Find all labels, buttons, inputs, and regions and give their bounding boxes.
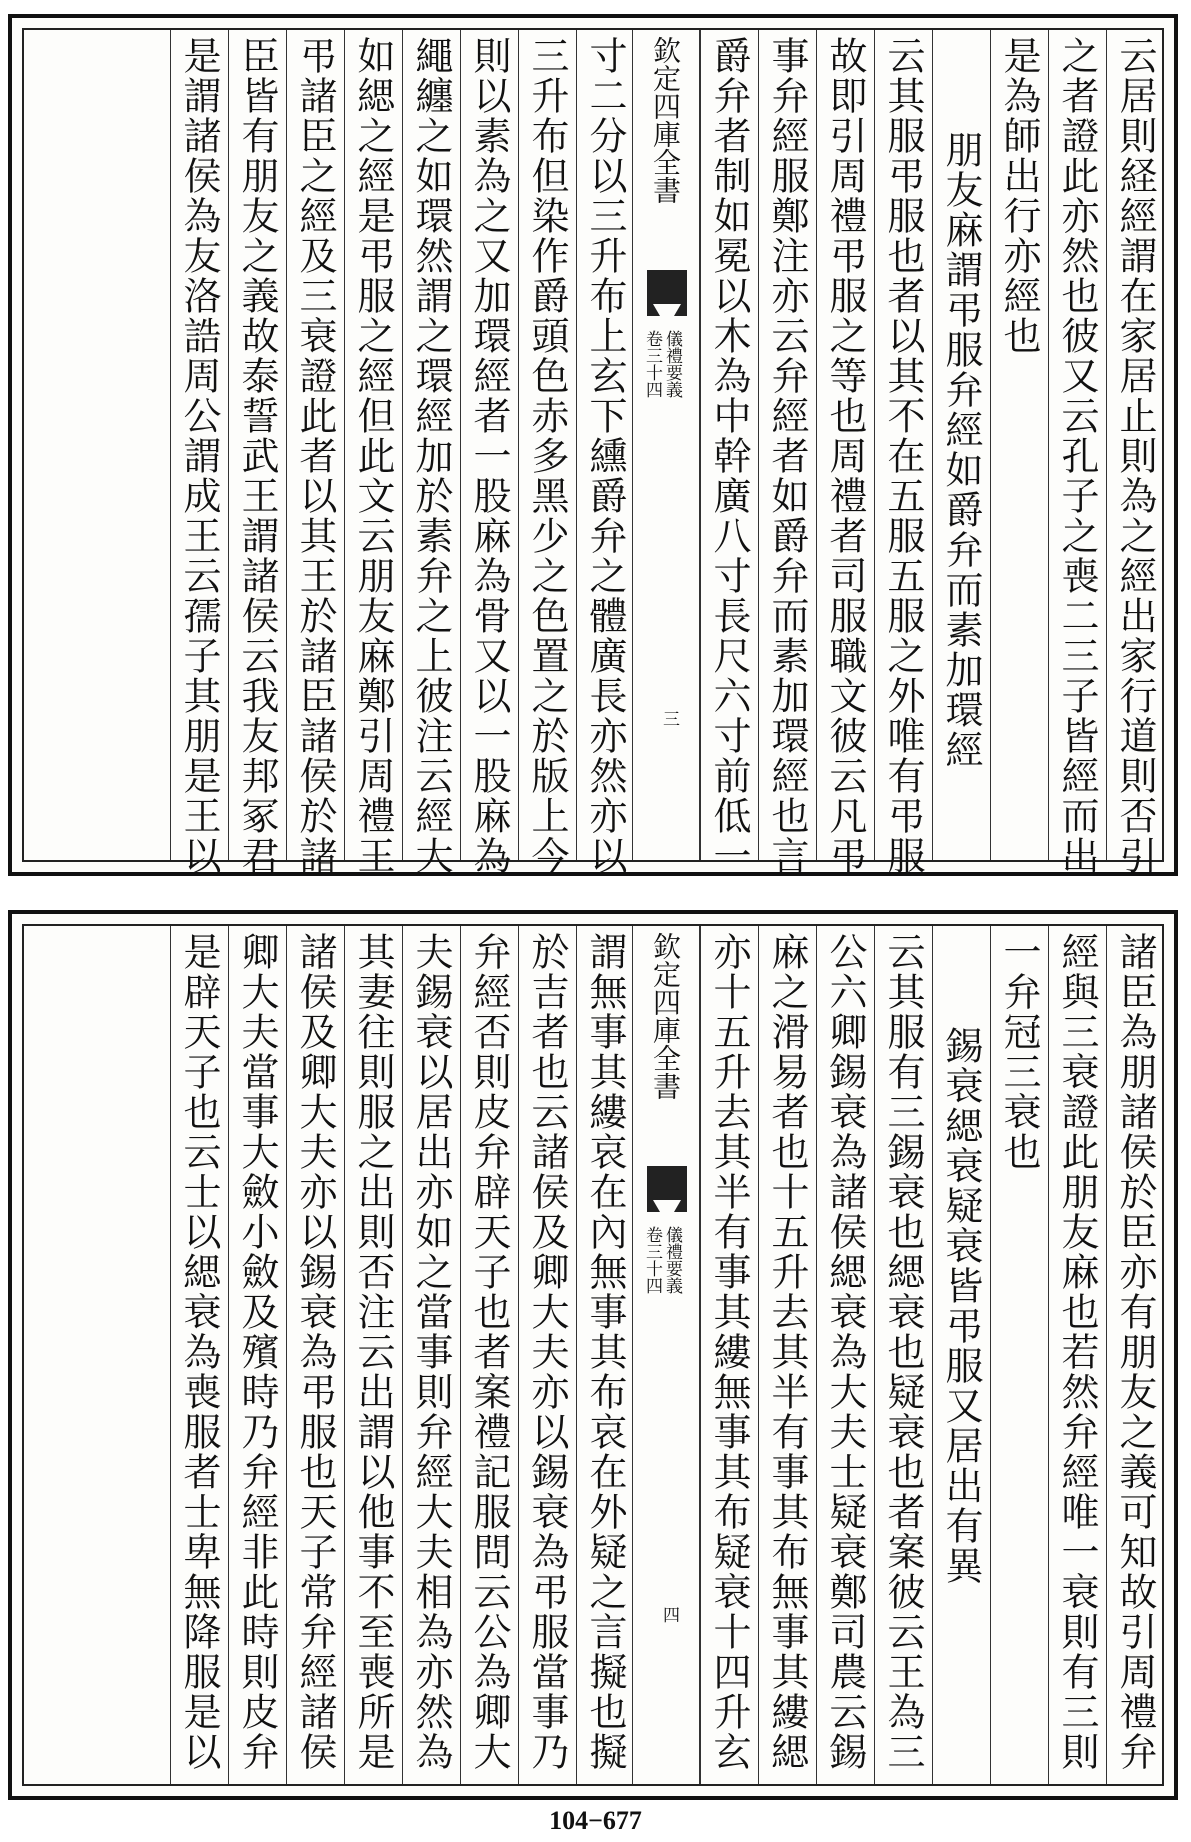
text-column xyxy=(286,30,342,876)
column-text: 弁經否則皮弁辟天子也者案禮記服問云公為卿大 xyxy=(467,932,511,1772)
column-text: 卿大夫當事大斂小斂及殯時乃弁經非此時則皮弁 xyxy=(235,932,279,1772)
text-column xyxy=(460,926,516,1784)
fishtail-mark-icon xyxy=(647,270,687,316)
column-text: 事弁經服鄭注亦云弁經者如爵弁而素加環經也言 xyxy=(765,36,809,876)
column-text: 亦十五升去其半有事其縷無事其布疑衰十四升玄 xyxy=(707,932,751,1772)
text-column xyxy=(170,30,226,876)
column-text: 三升布但染作爵頭色赤多黑少之色置之於版上今 xyxy=(525,36,569,876)
page-top-frame xyxy=(22,28,1164,876)
text-column xyxy=(518,30,574,876)
text-column xyxy=(576,926,632,1784)
fold-volume: 卷三十四 xyxy=(642,1226,662,1294)
column-text: 公六卿錫衰為諸侯緦衰為大夫士疑衰鄭司農云錫 xyxy=(823,932,867,1772)
column-text: 則以素為之又加環經者一股麻為骨又以一股麻為 xyxy=(467,36,511,876)
fold-book-title: 儀禮要義 xyxy=(662,1226,682,1294)
text-column xyxy=(758,30,814,876)
column-text: 云其服弔服也者以其不在五服五服之外唯有弔服 xyxy=(881,36,925,876)
column-text: 其妻往則服之出則否注云出謂以他事不至喪所是 xyxy=(351,932,395,1772)
text-column xyxy=(990,926,1046,1784)
page-top-columns xyxy=(24,30,1162,876)
text-column xyxy=(758,926,814,1784)
fold-book-title: 儀禮要義 xyxy=(662,330,682,398)
text-column xyxy=(576,30,632,876)
fold-title: 欽定四庫全書 xyxy=(649,36,682,204)
column-text: 臣皆有朋友之義故泰誓武王謂諸侯云我友邦冢君 xyxy=(235,36,279,876)
fold-page-number: 三 xyxy=(659,710,679,727)
text-column xyxy=(518,926,574,1784)
text-column xyxy=(990,30,1046,860)
page-bottom-columns xyxy=(24,926,1162,1784)
column-text: 之者證此亦然也彼又云孔子之喪二三子皆經而出 xyxy=(1055,36,1099,876)
fold-volume: 卷三十四 xyxy=(642,330,662,398)
column-text: 爵弁者制如冕以木為中幹廣八寸長尺六寸前低一 xyxy=(707,36,751,876)
text-column xyxy=(344,30,400,876)
column-text: 是謂諸侯為友洛誥周公謂成王云孺子其朋是王以 xyxy=(177,36,221,876)
column-text: 是為師出行亦經也 xyxy=(997,36,1041,356)
text-column xyxy=(1048,30,1104,876)
text-column xyxy=(816,30,872,876)
column-text: 錫衰緦衰疑衰皆弔服又居出有異 xyxy=(939,1026,983,1586)
text-column xyxy=(932,926,988,1784)
text-column xyxy=(402,926,458,1784)
text-column xyxy=(874,926,930,1784)
page-bottom xyxy=(8,910,1178,1800)
column-text: 諸侯及卿大夫亦以錫衰為弔服也天子常弁經諸侯 xyxy=(293,932,337,1772)
center-fold xyxy=(632,30,700,860)
column-text: 云居則経經謂在家居止則為之經出家行道則否引 xyxy=(1113,36,1157,876)
column-text: 故即引周禮弔服之等也周禮者司服職文彼云凡弔 xyxy=(823,36,867,876)
text-column xyxy=(344,926,400,1784)
text-column xyxy=(228,926,284,1784)
text-column xyxy=(874,30,930,876)
text-column xyxy=(700,926,756,1784)
text-column xyxy=(1106,30,1162,876)
text-column xyxy=(816,926,872,1784)
text-column xyxy=(286,926,342,1784)
text-column xyxy=(170,926,226,1784)
column-text: 繩纏之如環然謂之環經加於素弁之上彼注云經大 xyxy=(409,36,453,876)
column-text: 經與三衰證此朋友麻也若然弁經唯一衰則有三則 xyxy=(1055,932,1099,1772)
column-text: 謂無事其縷哀在內無事其布哀在外疑之言擬也擬 xyxy=(583,932,627,1772)
text-column xyxy=(932,30,988,860)
text-column xyxy=(700,30,756,876)
column-text: 云其服有三錫衰也緦衰也疑衰也者案彼云王為三 xyxy=(881,932,925,1772)
fold-page-number: 四 xyxy=(659,1606,679,1623)
page-bottom-frame xyxy=(22,924,1164,1786)
column-text: 如緦之經是弔服之經但此文云朋友麻鄭引周禮王 xyxy=(351,36,395,876)
column-text: 寸二分以三升布上玄下纁爵弁之體廣長亦然亦以 xyxy=(583,36,627,876)
text-column xyxy=(402,30,458,876)
text-column xyxy=(460,30,516,876)
column-text: 是辟天子也云士以緦衰為喪服者士卑無降服是以 xyxy=(177,932,221,1772)
page-top xyxy=(8,14,1178,876)
fishtail-mark-icon xyxy=(647,1166,687,1212)
folio-number: 104−677 xyxy=(549,1806,642,1835)
column-text: 夫錫衰以居出亦如之當事則弁經大夫相為亦然為 xyxy=(409,932,453,1772)
column-text: 弔諸臣之經及三衰證此者以其王於諸臣諸侯於諸 xyxy=(293,36,337,876)
column-text: 諸臣為朋諸侯於臣亦有朋友之義可知故引周禮弁 xyxy=(1113,932,1157,1772)
text-column xyxy=(1048,926,1104,1784)
center-fold xyxy=(632,926,700,1784)
column-text: 一弁冠三衰也 xyxy=(997,932,1041,1172)
column-text: 麻之滑易者也十五升去其半有事其布無事其縷緦 xyxy=(765,932,809,1772)
fold-title: 欽定四庫全書 xyxy=(649,932,682,1100)
text-column xyxy=(228,30,284,876)
column-text: 朋友麻謂弔服弁經如爵弁而素加環經 xyxy=(939,130,983,770)
text-column xyxy=(1106,926,1162,1784)
column-text: 於吉者也云諸侯及卿大夫亦以錫衰為弔服當事乃 xyxy=(525,932,569,1772)
